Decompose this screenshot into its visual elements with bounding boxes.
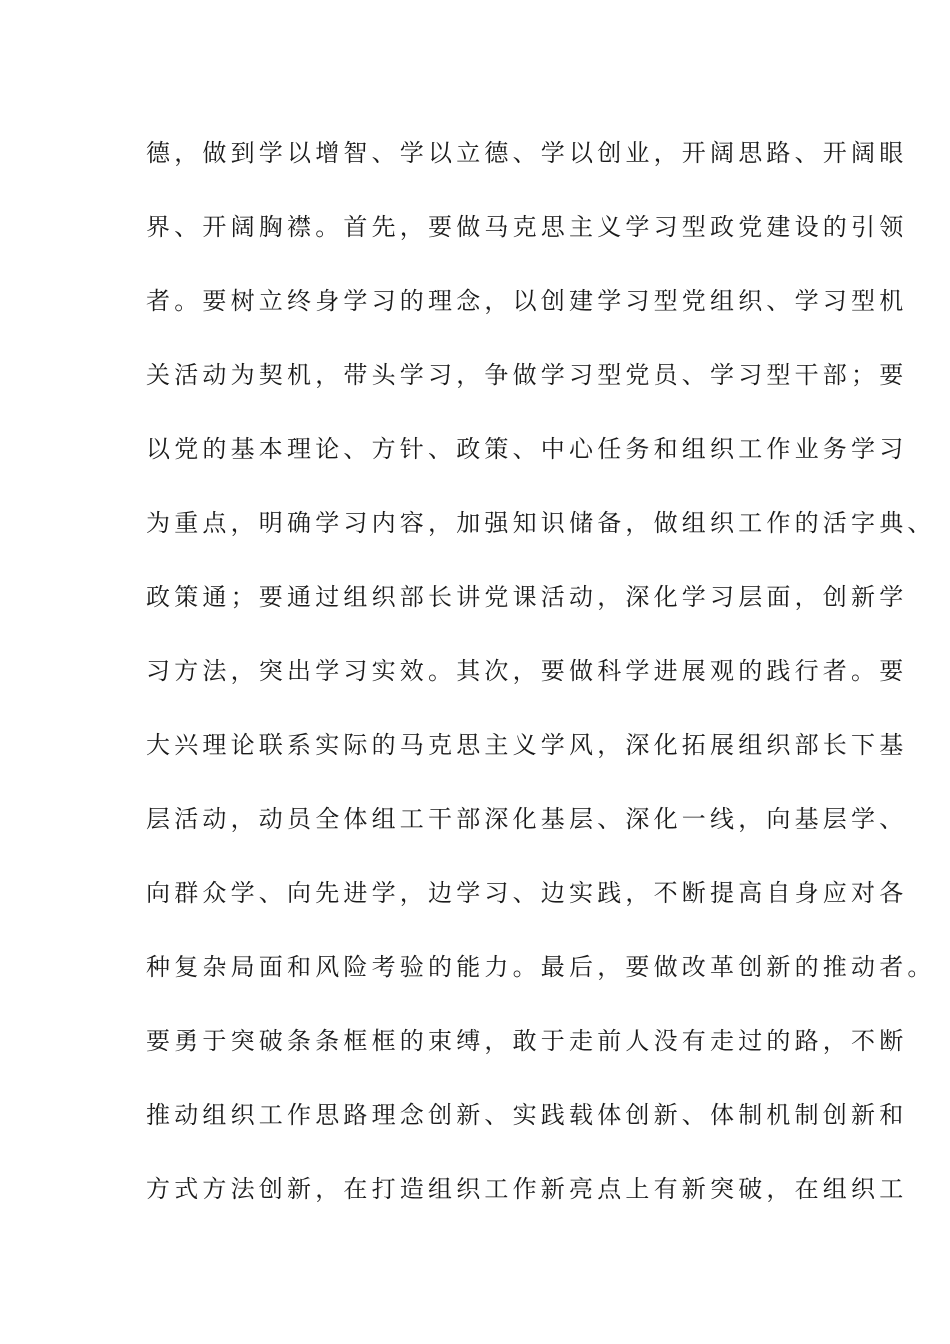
text-line: 界、开阔胸襟。首先，要做马克思主义学习型政党建设的引领 <box>146 213 908 241</box>
text-line: 层活动，动员全体组工干部深化基层、深化一线，向基层学、 <box>146 805 908 833</box>
body-text <box>146 132 936 1242</box>
text-line: 习方法，突出学习实效。其次，要做科学进展观的践行者。要 <box>146 657 908 685</box>
text-line: 要勇于突破条条框框的束缚，敢于走前人没有走过的路，不断 <box>146 1027 908 1055</box>
text-line: 政策通；要通过组织部长讲党课活动，深化学习层面，创新学 <box>146 583 908 611</box>
text-line: 向群众学、向先进学，边学习、边实践，不断提高自身应对各 <box>146 879 908 907</box>
text-line: 者。要树立终身学习的理念，以创建学习型党组织、学习型机 <box>146 287 908 315</box>
text-line: 德，做到学以增智、学以立德、学以创业，开阔思路、开阔眼 <box>146 139 908 167</box>
text-line: 推动组织工作思路理念创新、实践载体创新、体制机制创新和 <box>146 1101 908 1129</box>
text-line: 为重点，明确学习内容，加强知识储备，做组织工作的活字典、 <box>146 509 936 537</box>
text-line: 大兴理论联系实际的马克思主义学风，深化拓展组织部长下基 <box>146 731 908 759</box>
text-line: 方式方法创新，在打造组织工作新亮点上有新突破，在组织工 <box>146 1175 908 1203</box>
text-line: 关活动为契机，带头学习，争做学习型党员、学习型干部；要 <box>146 361 908 389</box>
text-line: 种复杂局面和风险考验的能力。最后，要做改革创新的推动者。 <box>146 953 936 981</box>
text-line: 以党的基本理论、方针、政策、中心任务和组织工作业务学习 <box>146 435 908 463</box>
